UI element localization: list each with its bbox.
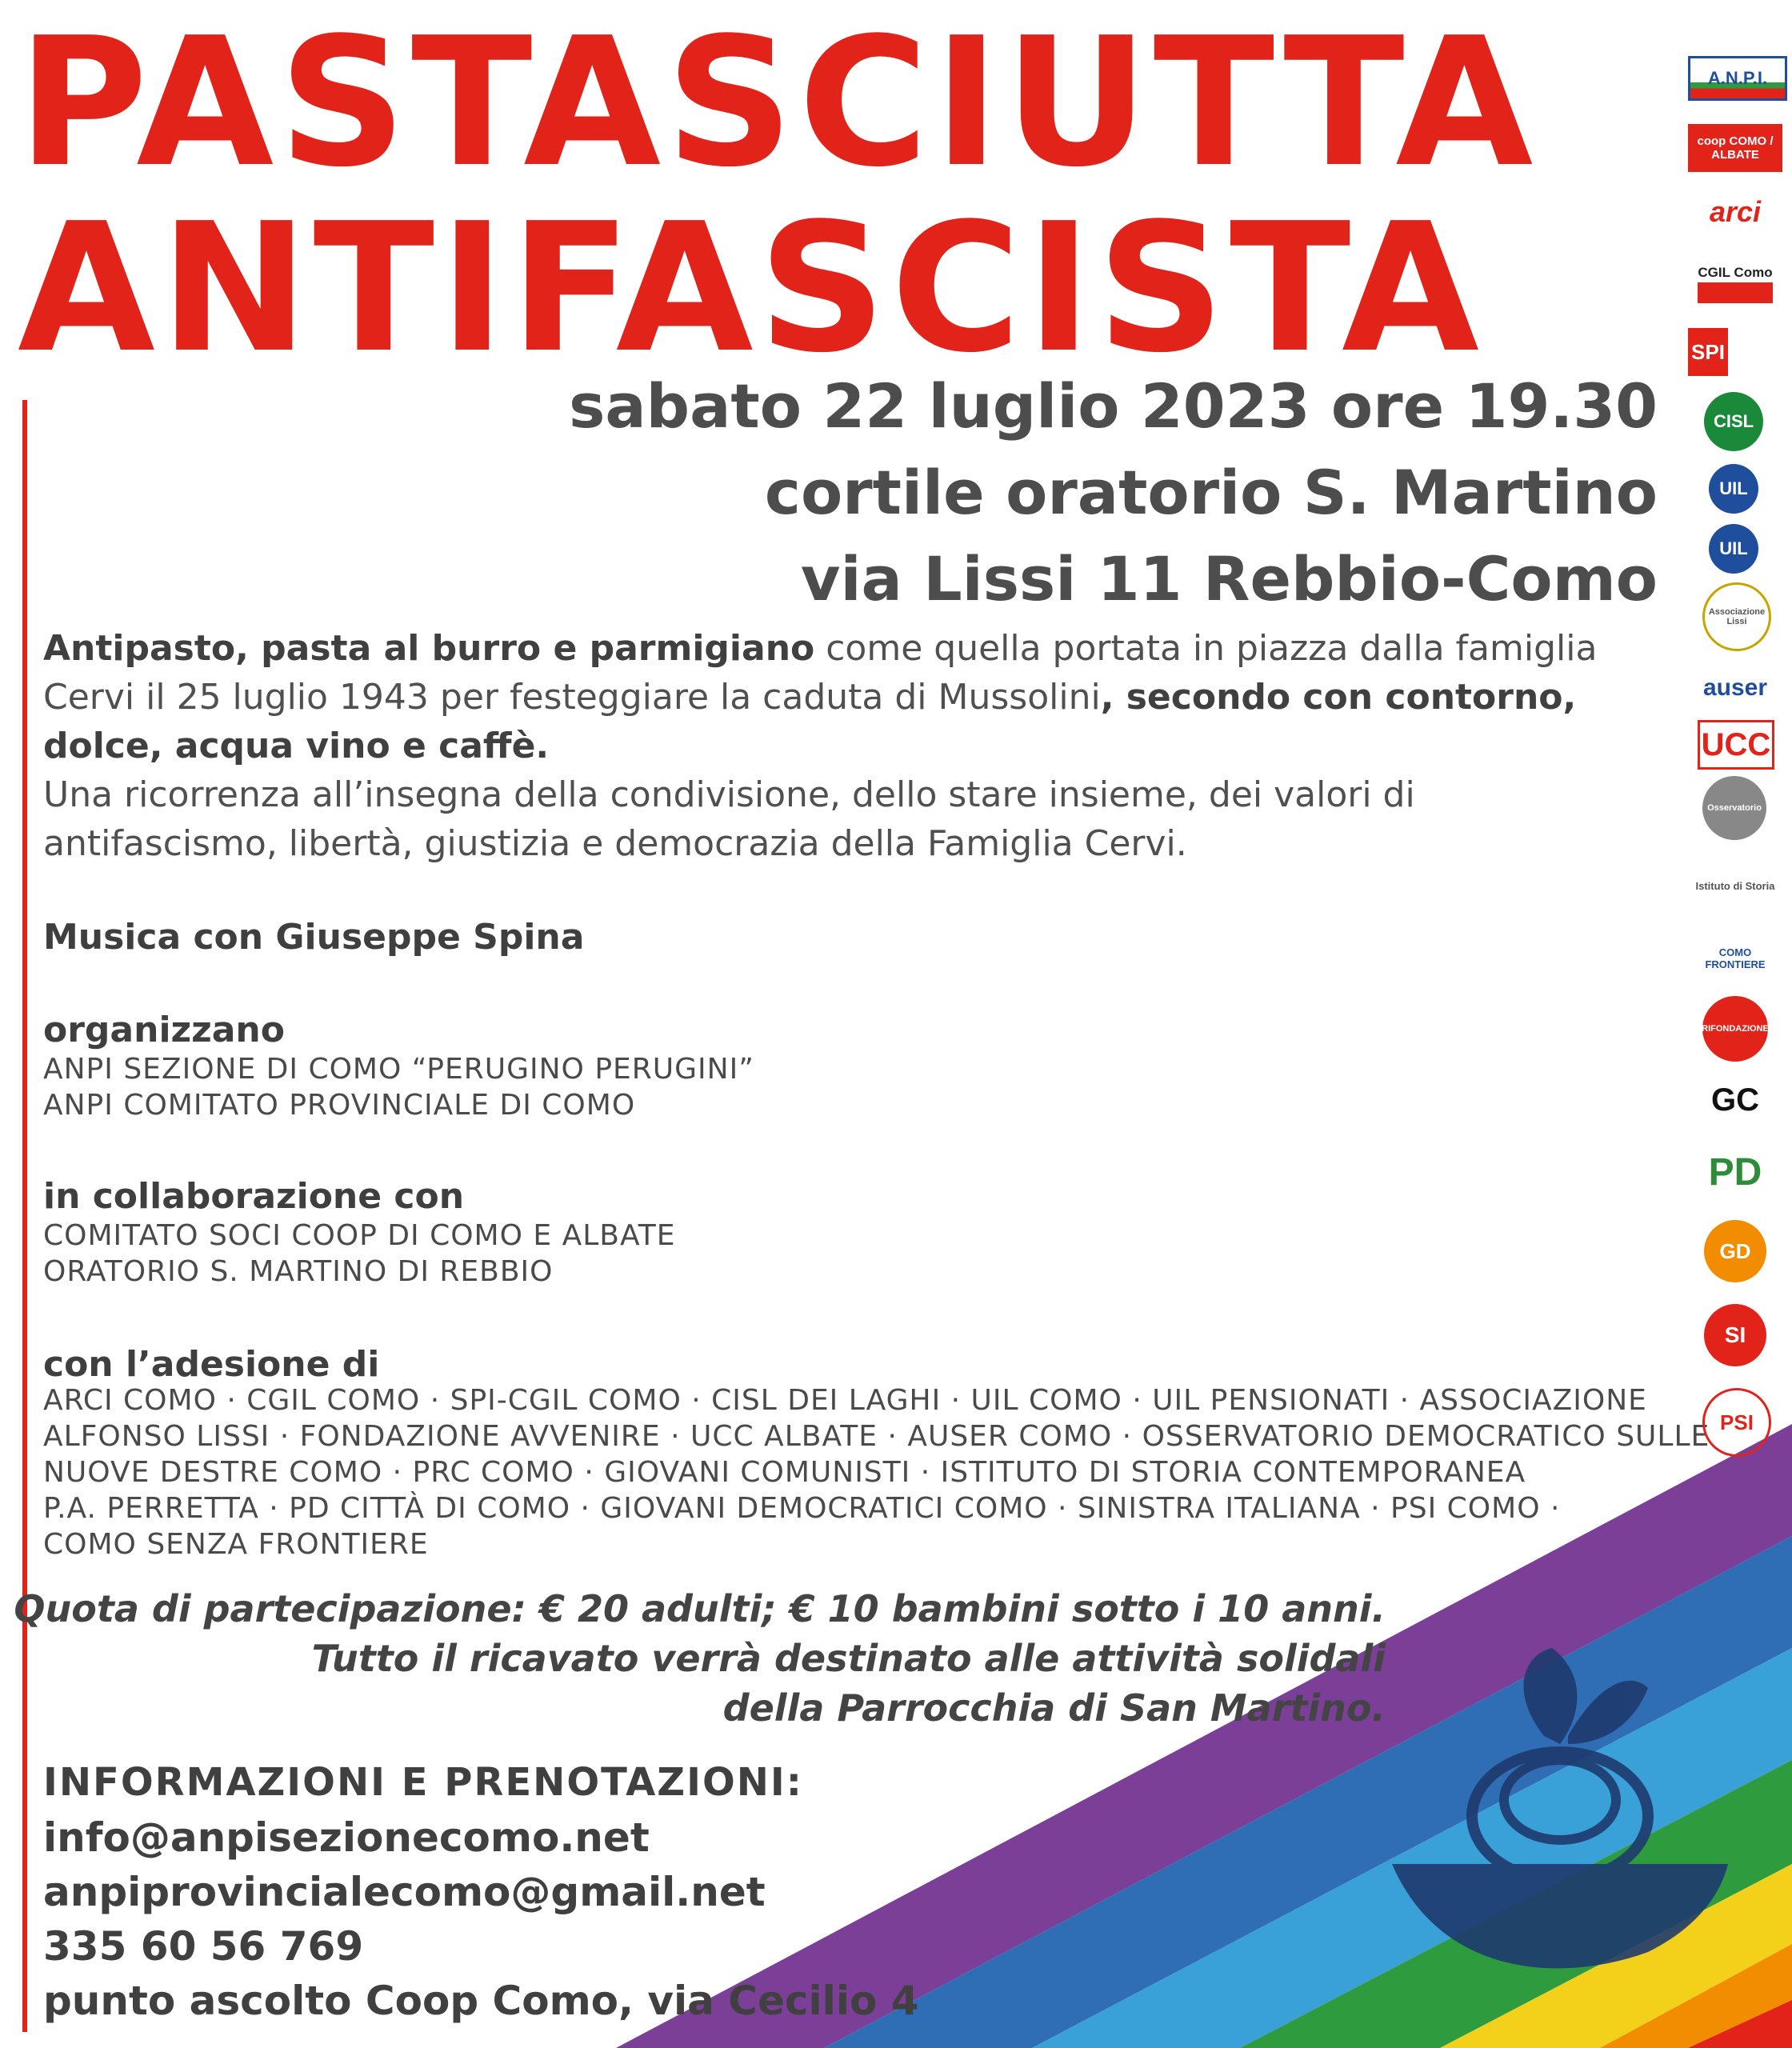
cisl-logo: CISL xyxy=(1704,392,1763,451)
info-point: punto ascolto Coop Como, via Cecilio 4 xyxy=(43,1978,919,2024)
organizers-heading: organizzano xyxy=(43,1010,285,1050)
info-heading: INFORMAZIONI E PRENOTAZIONI: xyxy=(43,1760,803,1805)
red-vertical-rule xyxy=(22,400,27,2032)
event-place: cortile oratorio S. Martino xyxy=(764,457,1658,528)
music-line: Musica con Giuseppe Spina xyxy=(43,917,585,958)
description-bold-1: Antipasto, pasta al burro e parmigiano xyxy=(43,628,815,669)
event-address: via Lissi 11 Rebbio-Como xyxy=(800,543,1658,614)
giovani-comunisti-logo: GC xyxy=(1711,1082,1759,1118)
list-item: ANPI COMITATO PROVINCIALE DI COMO xyxy=(43,1089,636,1122)
list-item: COMO SENZA FRONTIERE xyxy=(43,1528,429,1561)
title-line-1: PASTASCIUTTA xyxy=(18,0,1538,206)
gd-logo: GD xyxy=(1704,1220,1766,1282)
arci-logo: arci xyxy=(1709,195,1762,228)
list-item: P.A. PERRETTA · PD CITTÀ DI COMO · GIOVANI DEMOCRATICI COMO · SINISTRA ITALIANA · PSI COMO · xyxy=(43,1492,1561,1525)
coop-logo: coop COMO / ALBATE xyxy=(1688,124,1782,172)
pd-logo: PD xyxy=(1708,1150,1762,1194)
rifondazione-logo: RIFONDAZIONE xyxy=(1702,996,1768,1062)
organizers-list xyxy=(43,1051,754,1123)
associazione-lissi-logo: Associazione Lissi xyxy=(1702,582,1771,651)
title-line-2: ANTIFASCISTA xyxy=(18,186,1484,392)
adhesion-heading: con l’adesione di xyxy=(43,1344,380,1385)
event-date: sabato 22 luglio 2023 ore 19.30 xyxy=(569,370,1658,442)
info-email-1[interactable]: info@anpisezionecomo.net xyxy=(43,1814,650,1861)
osservatorio-logo: Osservatorio xyxy=(1702,776,1766,840)
spi-logo: SPI xyxy=(1688,328,1728,376)
quota-line-3: della Parrocchia di San Martino. xyxy=(722,1686,1386,1730)
ucc-logo: UCC xyxy=(1698,720,1774,770)
menu-description xyxy=(43,624,1619,868)
list-item: ALFONSO LISSI · FONDAZIONE AVVENIRE · UCC ALBATE · AUSER COMO · OSSERVATORIO DEMOCRATICO SULLE xyxy=(43,1420,1710,1453)
psi-logo: PSI xyxy=(1702,1388,1771,1457)
quota-block xyxy=(14,1584,1386,1733)
auser-logo: auser xyxy=(1702,674,1768,701)
como-senza-frontiere-logo: COMO FRONTIERE xyxy=(1705,946,1766,970)
cgil-logo: CGIL Como xyxy=(1688,252,1782,316)
info-phone[interactable]: 335 60 56 769 xyxy=(43,1923,364,1970)
description-text-1: come quella portata in piazza dalla famiglia Cervi il 25 luglio 1943 per festeggiare la caduta di Mussolini xyxy=(43,628,1598,718)
uil-pensionati-logo: UIL xyxy=(1709,524,1758,574)
list-item: ARCI COMO · CGIL COMO · SPI-CGIL COMO · CISL DEI LAGHI · UIL COMO · UIL PENSIONATI · ASSOCIAZIONE xyxy=(43,1384,1647,1417)
description-text-2: Una ricorrenza all’insegna della condivisione, dello stare insieme, dei valori di antifascismo, libertà, giustizia e democrazia della Famiglia Cervi. xyxy=(43,774,1415,864)
info-email-2[interactable]: anpiprovincialecomo@gmail.net xyxy=(43,1869,766,1915)
istituto-storia-logo: Istituto di Storia xyxy=(1695,880,1775,892)
quota-line-2: Tutto il ricavato verrà destinato alle attività solidali xyxy=(311,1637,1386,1680)
adhesion-list xyxy=(43,1382,1710,1562)
description-bold-2: , secondo con contorno, dolce, acqua vino e caffè. xyxy=(43,677,1577,766)
quota-line-1: Quota di partecipazione: € 20 adulti; € 10 bambini sotto i 10 anni. xyxy=(14,1587,1386,1630)
list-item: NUOVE DESTRE COMO · PRC COMO · GIOVANI COMUNISTI · ISTITUTO DI STORIA CONTEMPORANEA xyxy=(43,1456,1526,1489)
collaboration-list xyxy=(43,1218,676,1290)
anpi-logo: A.N.P.I. xyxy=(1688,56,1787,101)
list-item: ANPI SEZIONE DI COMO “PERUGINO PERUGINI” xyxy=(43,1053,754,1086)
list-item: COMITATO SOCI COOP DI COMO E ALBATE xyxy=(43,1219,676,1252)
sinistra-italiana-logo: SI xyxy=(1704,1304,1766,1366)
list-item: ORATORIO S. MARTINO DI REBBIO xyxy=(43,1255,554,1288)
collaboration-heading: in collaborazione con xyxy=(43,1176,465,1217)
uil-logo: UIL xyxy=(1709,464,1758,514)
